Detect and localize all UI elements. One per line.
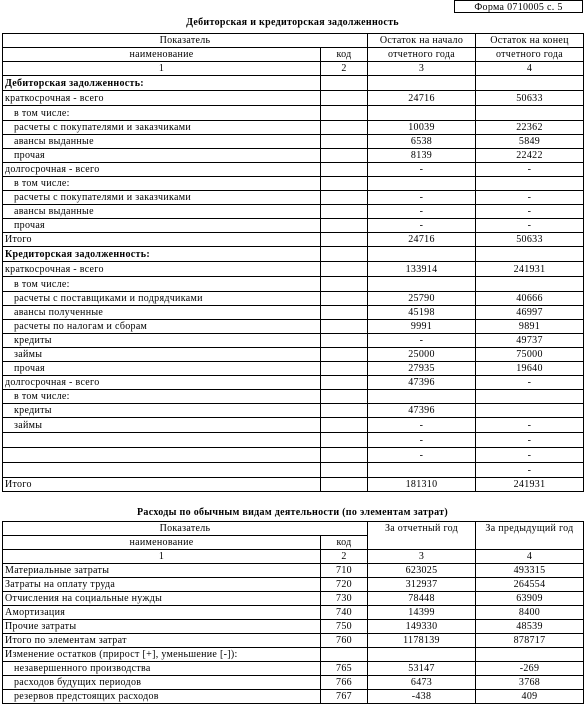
row-value-col3: - (368, 418, 476, 433)
table-row (3, 648, 584, 662)
table-row (3, 233, 584, 247)
row-label: Затраты на оплату труда (3, 578, 321, 592)
row-value-col4: 409 (476, 690, 584, 704)
row-value-col3 (368, 648, 476, 662)
row-value-col4: - (476, 448, 584, 463)
row-label: Амортизация (3, 606, 321, 620)
row-value-col3: 623025 (368, 564, 476, 578)
table-row (3, 564, 584, 578)
row-value-col3: 25000 (368, 348, 476, 362)
row-value-col4 (476, 76, 584, 91)
row-value-col4: 50633 (476, 91, 584, 106)
section1-title: Дебиторская и кредиторская задолженность (186, 17, 399, 28)
row-code (321, 205, 368, 219)
row-code (321, 390, 368, 404)
row-value-col3 (368, 76, 476, 91)
row-label: прочая (3, 149, 321, 163)
header-code: код (321, 536, 368, 550)
row-label: в том числе: (3, 177, 321, 191)
row-label: авансы выданные (3, 135, 321, 149)
row-code: 710 (321, 564, 368, 578)
row-value-col4: - (476, 376, 584, 390)
row-code (321, 376, 368, 390)
row-label: займы (3, 348, 321, 362)
row-label: в том числе: (3, 106, 321, 121)
table-row (3, 376, 584, 390)
table-row (3, 634, 584, 648)
row-value-col4: 75000 (476, 348, 584, 362)
row-code: 740 (321, 606, 368, 620)
row-label: расчеты с поставщиками и подрядчиками (3, 292, 321, 306)
row-code (321, 320, 368, 334)
row-code (321, 91, 368, 106)
row-label: Итого по элементам затрат (3, 634, 321, 648)
row-code: 766 (321, 676, 368, 690)
table-row (3, 334, 584, 348)
table-row (3, 463, 584, 478)
row-value-col3: 24716 (368, 233, 476, 247)
row-value-col4: 241931 (476, 478, 584, 492)
row-value-col3: 1178139 (368, 634, 476, 648)
col-num-2: 2 (321, 550, 368, 564)
row-value-col4: - (476, 418, 584, 433)
row-label: в том числе: (3, 390, 321, 404)
row-code: 767 (321, 690, 368, 704)
row-code: 765 (321, 662, 368, 676)
row-value-col3 (368, 277, 476, 292)
table-row (3, 390, 584, 404)
col-num-4: 4 (476, 62, 584, 76)
row-value-col4: 264554 (476, 578, 584, 592)
row-code: 720 (321, 578, 368, 592)
col-num-3: 3 (368, 550, 476, 564)
row-code (321, 262, 368, 277)
row-code: 760 (321, 634, 368, 648)
row-value-col4: 5849 (476, 135, 584, 149)
row-code (321, 76, 368, 91)
row-code (321, 163, 368, 177)
row-value-col4 (476, 648, 584, 662)
col-num-1: 1 (3, 550, 321, 564)
table-row (3, 306, 584, 320)
row-value-col3 (368, 106, 476, 121)
row-value-col4: 9891 (476, 320, 584, 334)
row-label (3, 433, 321, 448)
row-label: расчеты по налогам и сборам (3, 320, 321, 334)
row-value-col4: 241931 (476, 262, 584, 277)
row-code (321, 648, 368, 662)
row-code (321, 463, 368, 478)
row-value-col3: 24716 (368, 91, 476, 106)
table-row (3, 690, 584, 704)
table-row (3, 277, 584, 292)
row-value-col3: 45198 (368, 306, 476, 320)
table-row (3, 620, 584, 634)
row-value-col3: 10039 (368, 121, 476, 135)
row-label: расчеты с покупателями и заказчиками (3, 191, 321, 205)
row-value-col4 (476, 247, 584, 262)
row-code (321, 106, 368, 121)
table-row (3, 76, 584, 91)
row-label: резервов предстоящих расходов (3, 690, 321, 704)
section2-title: Расходы по обычным видам деятельности (по элементам затрат) (137, 507, 448, 518)
row-label: Кредиторская задолженность: (3, 247, 321, 262)
row-label (3, 463, 321, 478)
row-value-col4: 40666 (476, 292, 584, 306)
table-row (3, 262, 584, 277)
form-code: Форма 0710005 с. 5 (454, 0, 583, 13)
receivables-payables-table (2, 33, 584, 492)
row-value-col3: 6473 (368, 676, 476, 690)
row-value-col3: 9991 (368, 320, 476, 334)
table-row (3, 676, 584, 690)
row-label: Дебиторская задолженность: (3, 76, 321, 91)
row-code (321, 233, 368, 247)
row-value-col4: - (476, 205, 584, 219)
row-value-col3: 27935 (368, 362, 476, 376)
row-value-col3: - (368, 433, 476, 448)
row-code (321, 292, 368, 306)
row-label: долгосрочная - всего (3, 376, 321, 390)
row-value-col4: 49737 (476, 334, 584, 348)
header-end-balance-2: отчетного года (476, 48, 584, 62)
row-label: прочая (3, 362, 321, 376)
row-code (321, 135, 368, 149)
header-name: наименование (3, 48, 321, 62)
row-label: авансы выданные (3, 205, 321, 219)
row-value-col3: 133914 (368, 262, 476, 277)
row-value-col3: 8139 (368, 149, 476, 163)
row-code (321, 121, 368, 135)
row-value-col3: - (368, 448, 476, 463)
header-previous-year: За предыдущий год (476, 522, 584, 550)
row-label: прочая (3, 219, 321, 233)
row-value-col3 (368, 390, 476, 404)
table-row (3, 205, 584, 219)
row-value-col4: 878717 (476, 634, 584, 648)
row-label: Материальные затраты (3, 564, 321, 578)
row-value-col3 (368, 177, 476, 191)
table-row (3, 247, 584, 262)
row-label: Отчисления на социальные нужды (3, 592, 321, 606)
table-row (3, 191, 584, 205)
header-end-balance: Остаток на конец (476, 34, 584, 48)
row-value-col4: 8400 (476, 606, 584, 620)
row-value-col4: - (476, 163, 584, 177)
row-code (321, 433, 368, 448)
row-value-col3: 14399 (368, 606, 476, 620)
header-name: наименование (3, 536, 321, 550)
row-value-col3: 47396 (368, 404, 476, 418)
row-label: займы (3, 418, 321, 433)
row-value-col4: - (476, 219, 584, 233)
row-label: долгосрочная - всего (3, 163, 321, 177)
row-code (321, 448, 368, 463)
row-code (321, 219, 368, 233)
row-code (321, 306, 368, 320)
row-label: в том числе: (3, 277, 321, 292)
row-value-col4: - (476, 463, 584, 478)
table-row (3, 606, 584, 620)
row-code (321, 362, 368, 376)
table-row (3, 478, 584, 492)
table-row (3, 348, 584, 362)
row-value-col4: 22362 (476, 121, 584, 135)
row-code (321, 277, 368, 292)
table-row (3, 177, 584, 191)
row-label: Прочие затраты (3, 620, 321, 634)
row-code (321, 334, 368, 348)
table-row (3, 448, 584, 463)
row-label: незавершенного производства (3, 662, 321, 676)
row-label: Изменение остатков (прирост [+], уменьшение [-]): (3, 648, 321, 662)
row-label: Итого (3, 478, 321, 492)
expenses-by-elements-table (2, 521, 584, 704)
table-row (3, 135, 584, 149)
row-value-col4 (476, 177, 584, 191)
row-value-col3: 78448 (368, 592, 476, 606)
table-row (3, 578, 584, 592)
row-value-col4: 22422 (476, 149, 584, 163)
row-label (3, 448, 321, 463)
row-label: расходов будущих периодов (3, 676, 321, 690)
row-value-col3: - (368, 205, 476, 219)
row-value-col3: - (368, 219, 476, 233)
table-row (3, 219, 584, 233)
row-value-col4: 50633 (476, 233, 584, 247)
row-value-col4 (476, 390, 584, 404)
header-code: код (321, 48, 368, 62)
row-code (321, 348, 368, 362)
row-value-col4: 48539 (476, 620, 584, 634)
col-num-1: 1 (3, 62, 321, 76)
col-num-2: 2 (321, 62, 368, 76)
row-value-col3: 312937 (368, 578, 476, 592)
header-start-balance: Остаток на начало (368, 34, 476, 48)
header-start-balance-2: отчетного года (368, 48, 476, 62)
table-row (3, 163, 584, 177)
table-row (3, 418, 584, 433)
table-row (3, 106, 584, 121)
row-value-col3: - (368, 334, 476, 348)
row-value-col4: 3768 (476, 676, 584, 690)
row-value-col3: 149330 (368, 620, 476, 634)
row-value-col3: 181310 (368, 478, 476, 492)
row-value-col3: 53147 (368, 662, 476, 676)
row-code (321, 478, 368, 492)
row-label: краткосрочная - всего (3, 91, 321, 106)
row-code (321, 404, 368, 418)
row-code: 730 (321, 592, 368, 606)
row-value-col4: 19640 (476, 362, 584, 376)
row-code (321, 177, 368, 191)
row-value-col3: - (368, 163, 476, 177)
table-row (3, 404, 584, 418)
row-code (321, 191, 368, 205)
table-row (3, 320, 584, 334)
row-code (321, 418, 368, 433)
header-indicator: Показатель (3, 522, 368, 536)
row-value-col3 (368, 247, 476, 262)
row-label: кредиты (3, 404, 321, 418)
col-num-3: 3 (368, 62, 476, 76)
row-code (321, 247, 368, 262)
row-label: авансы полученные (3, 306, 321, 320)
row-code (321, 149, 368, 163)
row-label: кредиты (3, 334, 321, 348)
row-value-col3: 25790 (368, 292, 476, 306)
row-label: расчеты с покупателями и заказчиками (3, 121, 321, 135)
row-value-col4: - (476, 191, 584, 205)
row-value-col3: - (368, 191, 476, 205)
table-row (3, 362, 584, 376)
row-value-col4: 46997 (476, 306, 584, 320)
row-label: Итого (3, 233, 321, 247)
table-row (3, 121, 584, 135)
table-row (3, 592, 584, 606)
row-value-col4 (476, 404, 584, 418)
header-indicator: Показатель (3, 34, 368, 48)
row-value-col3 (368, 463, 476, 478)
row-value-col3: 6538 (368, 135, 476, 149)
col-num-4: 4 (476, 550, 584, 564)
row-value-col4: -269 (476, 662, 584, 676)
table-row (3, 91, 584, 106)
row-value-col3: -438 (368, 690, 476, 704)
row-value-col4 (476, 277, 584, 292)
row-value-col4: 493315 (476, 564, 584, 578)
header-reporting-year: За отчетный год (368, 522, 476, 550)
row-value-col3: 47396 (368, 376, 476, 390)
row-label: краткосрочная - всего (3, 262, 321, 277)
table-row (3, 662, 584, 676)
table-row (3, 149, 584, 163)
row-code: 750 (321, 620, 368, 634)
row-value-col4: 63909 (476, 592, 584, 606)
row-value-col4: - (476, 433, 584, 448)
table-row (3, 292, 584, 306)
table-row (3, 433, 584, 448)
row-value-col4 (476, 106, 584, 121)
